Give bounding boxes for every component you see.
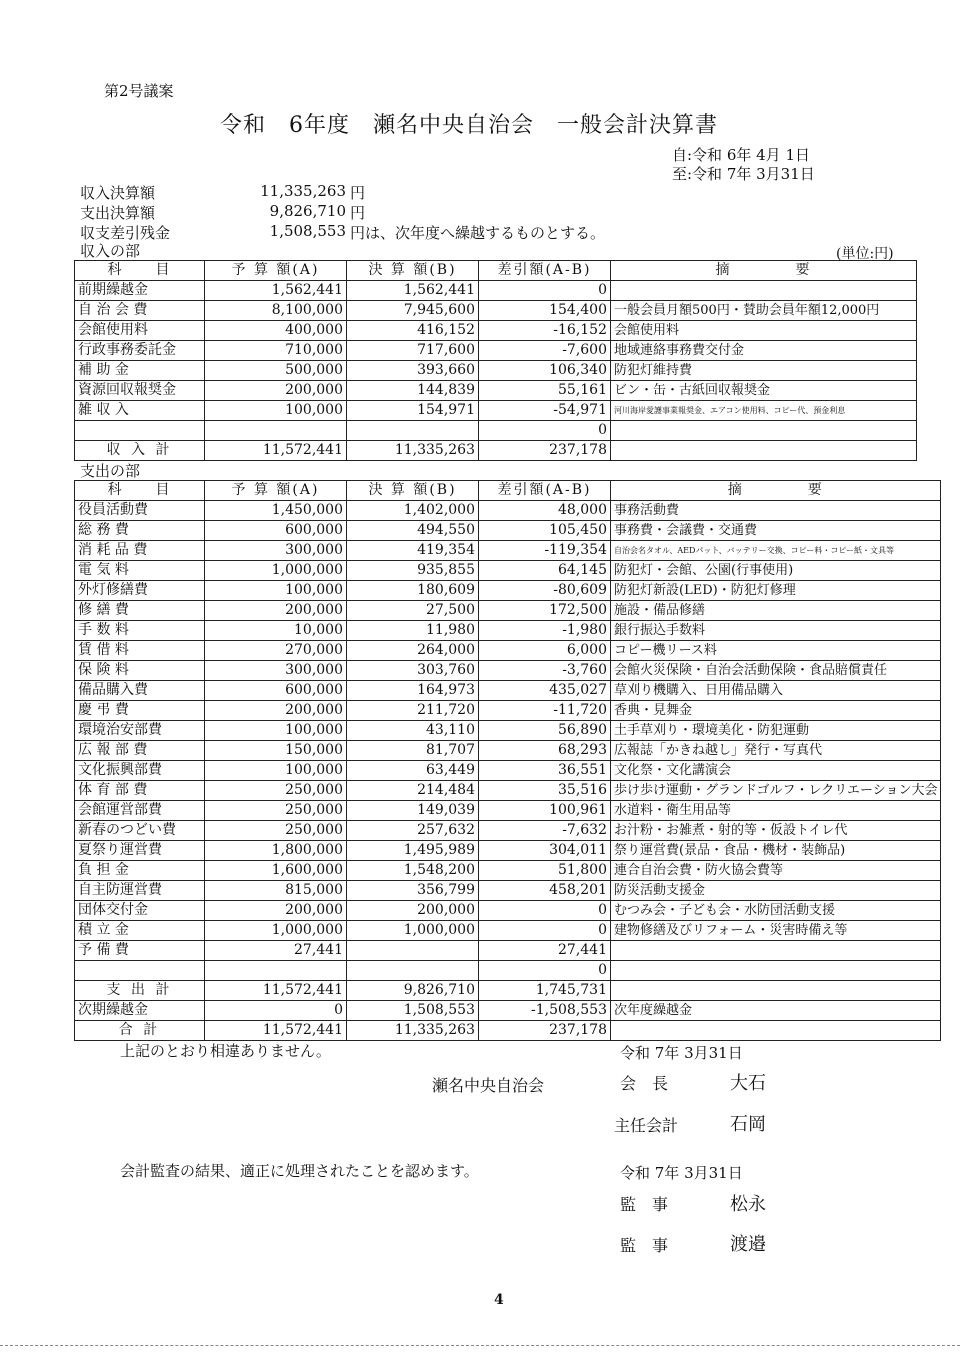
- actual-cell: 149,039: [347, 801, 479, 821]
- diff-cell: -11,720: [479, 701, 611, 721]
- item-cell: [75, 421, 205, 441]
- diff-cell: 0: [479, 961, 611, 981]
- actual-cell: 43,110: [347, 721, 479, 741]
- note-cell: 次年度繰越金: [611, 1001, 941, 1021]
- actual-cell: 63,449: [347, 761, 479, 781]
- table-row: [75, 541, 941, 561]
- diff-cell: 0: [479, 421, 611, 441]
- table-row: [75, 321, 917, 341]
- item-cell: 前期繰越金: [75, 281, 205, 301]
- item-cell: 役員活動費: [75, 501, 205, 521]
- table-row: [75, 441, 917, 461]
- header-budget: 予 算 額(A): [205, 481, 347, 501]
- summary-amount: 11,335,263: [260, 182, 346, 200]
- table-row: [75, 841, 941, 861]
- note-cell: 事務費・会議費・交通費: [611, 521, 941, 541]
- note-cell: [611, 281, 917, 301]
- table-row: [75, 521, 941, 541]
- budget-cell: 1,000,000: [205, 561, 347, 581]
- header-item: 科 目: [75, 481, 205, 501]
- budget-cell: 250,000: [205, 781, 347, 801]
- diff-cell: 35,516: [479, 781, 611, 801]
- table-row: [75, 361, 917, 381]
- note-cell: 会館火災保険・自治会活動保険・食品賠償責任: [611, 661, 941, 681]
- item-cell: 会館使用料: [75, 321, 205, 341]
- table-row: [75, 741, 941, 761]
- header-item: 科 目: [75, 261, 205, 281]
- budget-cell: 250,000: [205, 801, 347, 821]
- actual-cell: 154,971: [347, 401, 479, 421]
- table-row: [75, 801, 941, 821]
- diff-cell: 237,178: [479, 441, 611, 461]
- actual-cell: 11,335,263: [347, 1021, 479, 1041]
- budget-cell: 200,000: [205, 601, 347, 621]
- page-number: 4: [494, 1292, 504, 1308]
- auditor2-name: 渡邉: [730, 1234, 766, 1255]
- table-row: [75, 281, 917, 301]
- actual-cell: 1,000,000: [347, 921, 479, 941]
- budget-cell: 8,100,000: [205, 301, 347, 321]
- budget-cell: 500,000: [205, 361, 347, 381]
- attestation-date: 令和 7年 3月31日: [620, 1044, 743, 1062]
- actual-cell: 257,632: [347, 821, 479, 841]
- note-cell: 一般会員月額500円・賛助会員年額12,000円: [611, 301, 917, 321]
- note-cell: 土手草刈り・環境美化・防犯運動: [611, 721, 941, 741]
- item-cell: 備品購入費: [75, 681, 205, 701]
- auditor1-name: 松永: [730, 1194, 766, 1215]
- item-cell: 収 入 計: [75, 441, 205, 461]
- diff-cell: 237,178: [479, 1021, 611, 1041]
- budget-cell: 1,562,441: [205, 281, 347, 301]
- item-cell: 行政事務委託金: [75, 341, 205, 361]
- item-cell: 団体交付金: [75, 901, 205, 921]
- diff-cell: 172,500: [479, 601, 611, 621]
- summary-amount: 1,508,553: [269, 222, 346, 240]
- actual-cell: 1,508,553: [347, 1001, 479, 1021]
- table-row: [75, 701, 941, 721]
- budget-cell: 400,000: [205, 321, 347, 341]
- table-row: [75, 721, 941, 741]
- item-cell: 新春のつどい費: [75, 821, 205, 841]
- table-row: [75, 681, 941, 701]
- page-bottom-rule: [0, 1345, 960, 1346]
- diff-cell: 105,450: [479, 521, 611, 541]
- item-cell: 慶 弔 費: [75, 701, 205, 721]
- summary-label: 収支差引残金: [80, 224, 171, 242]
- audit-statement: 会計監査の結果、適正に処理されたことを認めます。: [120, 1162, 479, 1180]
- actual-cell: 211,720: [347, 701, 479, 721]
- income-header-row: [75, 261, 917, 281]
- actual-cell: [347, 961, 479, 981]
- budget-cell: 250,000: [205, 821, 347, 841]
- actual-cell: 27,500: [347, 601, 479, 621]
- agenda-number: 第2号議案: [104, 82, 174, 100]
- expense-table: [74, 480, 941, 1041]
- item-cell: 消 耗 品 費: [75, 541, 205, 561]
- actual-cell: 494,550: [347, 521, 479, 541]
- summary-row: [80, 182, 640, 202]
- item-cell: 自主防運営費: [75, 881, 205, 901]
- diff-cell: 106,340: [479, 361, 611, 381]
- actual-cell: 144,839: [347, 381, 479, 401]
- actual-cell: 1,562,441: [347, 281, 479, 301]
- actual-cell: 180,609: [347, 581, 479, 601]
- note-cell: [611, 441, 917, 461]
- unit-label: (単位:円): [836, 246, 894, 262]
- table-row: [75, 501, 941, 521]
- treasurer-role: 主任会計: [614, 1116, 679, 1135]
- table-row: [75, 641, 941, 661]
- diff-cell: 68,293: [479, 741, 611, 761]
- actual-cell: 356,799: [347, 881, 479, 901]
- table-row: [75, 381, 917, 401]
- item-cell: 積 立 金: [75, 921, 205, 941]
- item-cell: 夏祭り運営費: [75, 841, 205, 861]
- item-cell: 環境治安部費: [75, 721, 205, 741]
- table-row: [75, 901, 941, 921]
- diff-cell: -7,632: [479, 821, 611, 841]
- summary-unit: 円は、次年度へ繰越するものとする。: [350, 224, 606, 242]
- expense-section-label: 支出の部: [80, 462, 141, 480]
- summary-amount: 9,826,710: [269, 202, 346, 220]
- table-row: [75, 301, 917, 321]
- diff-cell: 0: [479, 281, 611, 301]
- budget-cell: 1,450,000: [205, 501, 347, 521]
- item-cell: 賃 借 料: [75, 641, 205, 661]
- budget-cell: 11,572,441: [205, 1021, 347, 1041]
- actual-cell: 81,707: [347, 741, 479, 761]
- diff-cell: 27,441: [479, 941, 611, 961]
- note-cell: 銀行振込手数料: [611, 621, 941, 641]
- item-cell: 合 計: [75, 1021, 205, 1041]
- table-row: [75, 1001, 941, 1021]
- item-cell: 資源回収報奨金: [75, 381, 205, 401]
- actual-cell: 200,000: [347, 901, 479, 921]
- actual-cell: 164,973: [347, 681, 479, 701]
- item-cell: 外灯修繕費: [75, 581, 205, 601]
- budget-cell: 1,800,000: [205, 841, 347, 861]
- table-row: [75, 561, 941, 581]
- note-cell: 施設・備品修繕: [611, 601, 941, 621]
- budget-cell: 1,600,000: [205, 861, 347, 881]
- header-diff: 差引額(A-B): [479, 261, 611, 281]
- actual-cell: 935,855: [347, 561, 479, 581]
- item-cell: 補 助 金: [75, 361, 205, 381]
- actual-cell: [347, 941, 479, 961]
- budget-cell: 150,000: [205, 741, 347, 761]
- table-row: [75, 341, 917, 361]
- note-cell: 連合自治会費・防火協会費等: [611, 861, 941, 881]
- note-cell: 広報誌「かきね越し」発行・写真代: [611, 741, 941, 761]
- note-cell: 祭り運営費(景品・食品・機材・装飾品): [611, 841, 941, 861]
- header-note: 摘 要: [611, 261, 917, 281]
- budget-cell: 200,000: [205, 381, 347, 401]
- summary-row: [80, 202, 640, 222]
- income-table: [74, 260, 917, 461]
- header-note: 摘 要: [611, 481, 941, 501]
- note-cell: 地域連絡事務費交付金: [611, 341, 917, 361]
- document-title: 令和 6年度 瀬名中央自治会 一般会計決算書: [220, 113, 718, 138]
- budget-cell: 27,441: [205, 941, 347, 961]
- summary-unit: 円: [350, 184, 366, 202]
- actual-cell: [347, 421, 479, 441]
- actual-cell: 7,945,600: [347, 301, 479, 321]
- auditor2-role: 監 事: [620, 1236, 669, 1255]
- budget-cell: 1,000,000: [205, 921, 347, 941]
- summary-block: [80, 182, 640, 242]
- diff-cell: -119,354: [479, 541, 611, 561]
- diff-cell: 1,745,731: [479, 981, 611, 1001]
- actual-cell: 1,548,200: [347, 861, 479, 881]
- actual-cell: 303,760: [347, 661, 479, 681]
- diff-cell: 154,400: [479, 301, 611, 321]
- diff-cell: 6,000: [479, 641, 611, 661]
- budget-cell: 200,000: [205, 901, 347, 921]
- item-cell: 支 出 計: [75, 981, 205, 1001]
- budget-cell: 200,000: [205, 701, 347, 721]
- diff-cell: 51,800: [479, 861, 611, 881]
- attestation-statement: 上記のとおり相違ありません。: [120, 1042, 331, 1060]
- budget-cell: 10,000: [205, 621, 347, 641]
- budget-cell: 600,000: [205, 681, 347, 701]
- diff-cell: 64,145: [479, 561, 611, 581]
- item-cell: 予 備 費: [75, 941, 205, 961]
- actual-cell: 1,402,000: [347, 501, 479, 521]
- income-section-label: 収入の部: [80, 242, 141, 260]
- header-budget: 予 算 額(A): [205, 261, 347, 281]
- table-row: [75, 661, 941, 681]
- budget-cell: 11,572,441: [205, 441, 347, 461]
- budget-cell: 300,000: [205, 661, 347, 681]
- diff-cell: 458,201: [479, 881, 611, 901]
- treasurer-name: 石岡: [730, 1114, 766, 1135]
- summary-label: 収入決算額: [80, 184, 156, 202]
- actual-cell: 9,826,710: [347, 981, 479, 1001]
- budget-cell: 100,000: [205, 721, 347, 741]
- budget-cell: 100,000: [205, 401, 347, 421]
- diff-cell: 435,027: [479, 681, 611, 701]
- note-cell: 河川海岸愛護事業報奨金、エアコン使用料、コピー代、預金利息: [611, 401, 917, 421]
- table-row: [75, 1021, 941, 1041]
- table-row: [75, 401, 917, 421]
- summary-unit: 円: [350, 204, 366, 222]
- table-row: [75, 421, 917, 441]
- table-row: [75, 941, 941, 961]
- budget-cell: 815,000: [205, 881, 347, 901]
- chair-role: 会 長: [620, 1074, 669, 1093]
- note-cell: 自治会名タオル、AEDパット、バッテリー交換、コピー料・コピー紙・文具等: [611, 541, 941, 561]
- item-cell: 負 担 金: [75, 861, 205, 881]
- table-row: [75, 601, 941, 621]
- note-cell: 草刈り機購入、日用備品購入: [611, 681, 941, 701]
- budget-cell: 100,000: [205, 761, 347, 781]
- table-row: [75, 981, 941, 1001]
- organization-name: 瀬名中央自治会: [432, 1076, 545, 1095]
- period-from: 自:令和 6年 4月 1日: [672, 146, 810, 164]
- note-cell: 水道料・衛生用品等: [611, 801, 941, 821]
- note-cell: むつみ会・子ども会・水防団活動支援: [611, 901, 941, 921]
- diff-cell: -1,980: [479, 621, 611, 641]
- diff-cell: 55,161: [479, 381, 611, 401]
- header-actual: 決 算 額(B): [347, 481, 479, 501]
- budget-cell: 0: [205, 1001, 347, 1021]
- diff-cell: 36,551: [479, 761, 611, 781]
- header-actual: 決 算 額(B): [347, 261, 479, 281]
- item-cell: [75, 961, 205, 981]
- item-cell: 保 険 料: [75, 661, 205, 681]
- summary-label: 支出決算額: [80, 204, 156, 222]
- budget-cell: 100,000: [205, 581, 347, 601]
- audit-date: 令和 7年 3月31日: [620, 1164, 743, 1182]
- note-cell: [611, 981, 941, 1001]
- item-cell: 体 育 部 費: [75, 781, 205, 801]
- auditor1-role: 監 事: [620, 1195, 669, 1214]
- table-row: [75, 581, 941, 601]
- item-cell: 文化振興部費: [75, 761, 205, 781]
- budget-cell: 710,000: [205, 341, 347, 361]
- item-cell: 会館運営部費: [75, 801, 205, 821]
- actual-cell: 1,495,989: [347, 841, 479, 861]
- diff-cell: -1,508,553: [479, 1001, 611, 1021]
- note-cell: コピー機リース料: [611, 641, 941, 661]
- note-cell: 防犯灯維持費: [611, 361, 917, 381]
- table-row: [75, 881, 941, 901]
- actual-cell: 416,152: [347, 321, 479, 341]
- actual-cell: 264,000: [347, 641, 479, 661]
- item-cell: 雑 収 入: [75, 401, 205, 421]
- actual-cell: 419,354: [347, 541, 479, 561]
- table-row: [75, 961, 941, 981]
- budget-cell: [205, 421, 347, 441]
- note-cell: [611, 1021, 941, 1041]
- diff-cell: -54,971: [479, 401, 611, 421]
- note-cell: 会館使用料: [611, 321, 917, 341]
- item-cell: 総 務 費: [75, 521, 205, 541]
- actual-cell: 717,600: [347, 341, 479, 361]
- note-cell: 防犯灯・会館、公園(行事使用): [611, 561, 941, 581]
- table-row: [75, 781, 941, 801]
- note-cell: 防災活動支援金: [611, 881, 941, 901]
- budget-cell: [205, 961, 347, 981]
- budget-cell: 270,000: [205, 641, 347, 661]
- diff-cell: 0: [479, 921, 611, 941]
- summary-row: [80, 222, 640, 242]
- table-row: [75, 921, 941, 941]
- diff-cell: -7,600: [479, 341, 611, 361]
- table-row: [75, 621, 941, 641]
- actual-cell: 393,660: [347, 361, 479, 381]
- item-cell: 次期繰越金: [75, 1001, 205, 1021]
- diff-cell: 0: [479, 901, 611, 921]
- diff-cell: 48,000: [479, 501, 611, 521]
- diff-cell: -3,760: [479, 661, 611, 681]
- diff-cell: -16,152: [479, 321, 611, 341]
- expense-header-row: [75, 481, 941, 501]
- diff-cell: 56,890: [479, 721, 611, 741]
- actual-cell: 214,484: [347, 781, 479, 801]
- note-cell: [611, 421, 917, 441]
- item-cell: 手 数 料: [75, 621, 205, 641]
- note-cell: 事務活動費: [611, 501, 941, 521]
- budget-cell: 600,000: [205, 521, 347, 541]
- note-cell: 建物修繕及びリフォーム・災害時備え等: [611, 921, 941, 941]
- item-cell: 自 治 会 費: [75, 301, 205, 321]
- note-cell: お汁粉・お雑煮・射的等・仮設トイレ代: [611, 821, 941, 841]
- chair-name: 大石: [730, 1073, 766, 1094]
- note-cell: 香典・見舞金: [611, 701, 941, 721]
- period-to: 至:令和 7年 3月31日: [672, 165, 815, 183]
- note-cell: 文化祭・文化講演会: [611, 761, 941, 781]
- actual-cell: 11,335,263: [347, 441, 479, 461]
- note-cell: 防犯灯新設(LED)・防犯灯修理: [611, 581, 941, 601]
- note-cell: ビン・缶・古紙回収報奨金: [611, 381, 917, 401]
- note-cell: [611, 941, 941, 961]
- item-cell: 広 報 部 費: [75, 741, 205, 761]
- note-cell: 歩け歩け運動・グランドゴルフ・レクリエーション大会: [611, 781, 941, 801]
- budget-cell: 11,572,441: [205, 981, 347, 1001]
- note-cell: [611, 961, 941, 981]
- diff-cell: -80,609: [479, 581, 611, 601]
- diff-cell: 304,011: [479, 841, 611, 861]
- header-diff: 差引額(A-B): [479, 481, 611, 501]
- budget-cell: 300,000: [205, 541, 347, 561]
- table-row: [75, 861, 941, 881]
- table-row: [75, 821, 941, 841]
- diff-cell: 100,961: [479, 801, 611, 821]
- item-cell: 電 気 料: [75, 561, 205, 581]
- item-cell: 修 繕 費: [75, 601, 205, 621]
- actual-cell: 11,980: [347, 621, 479, 641]
- table-row: [75, 761, 941, 781]
